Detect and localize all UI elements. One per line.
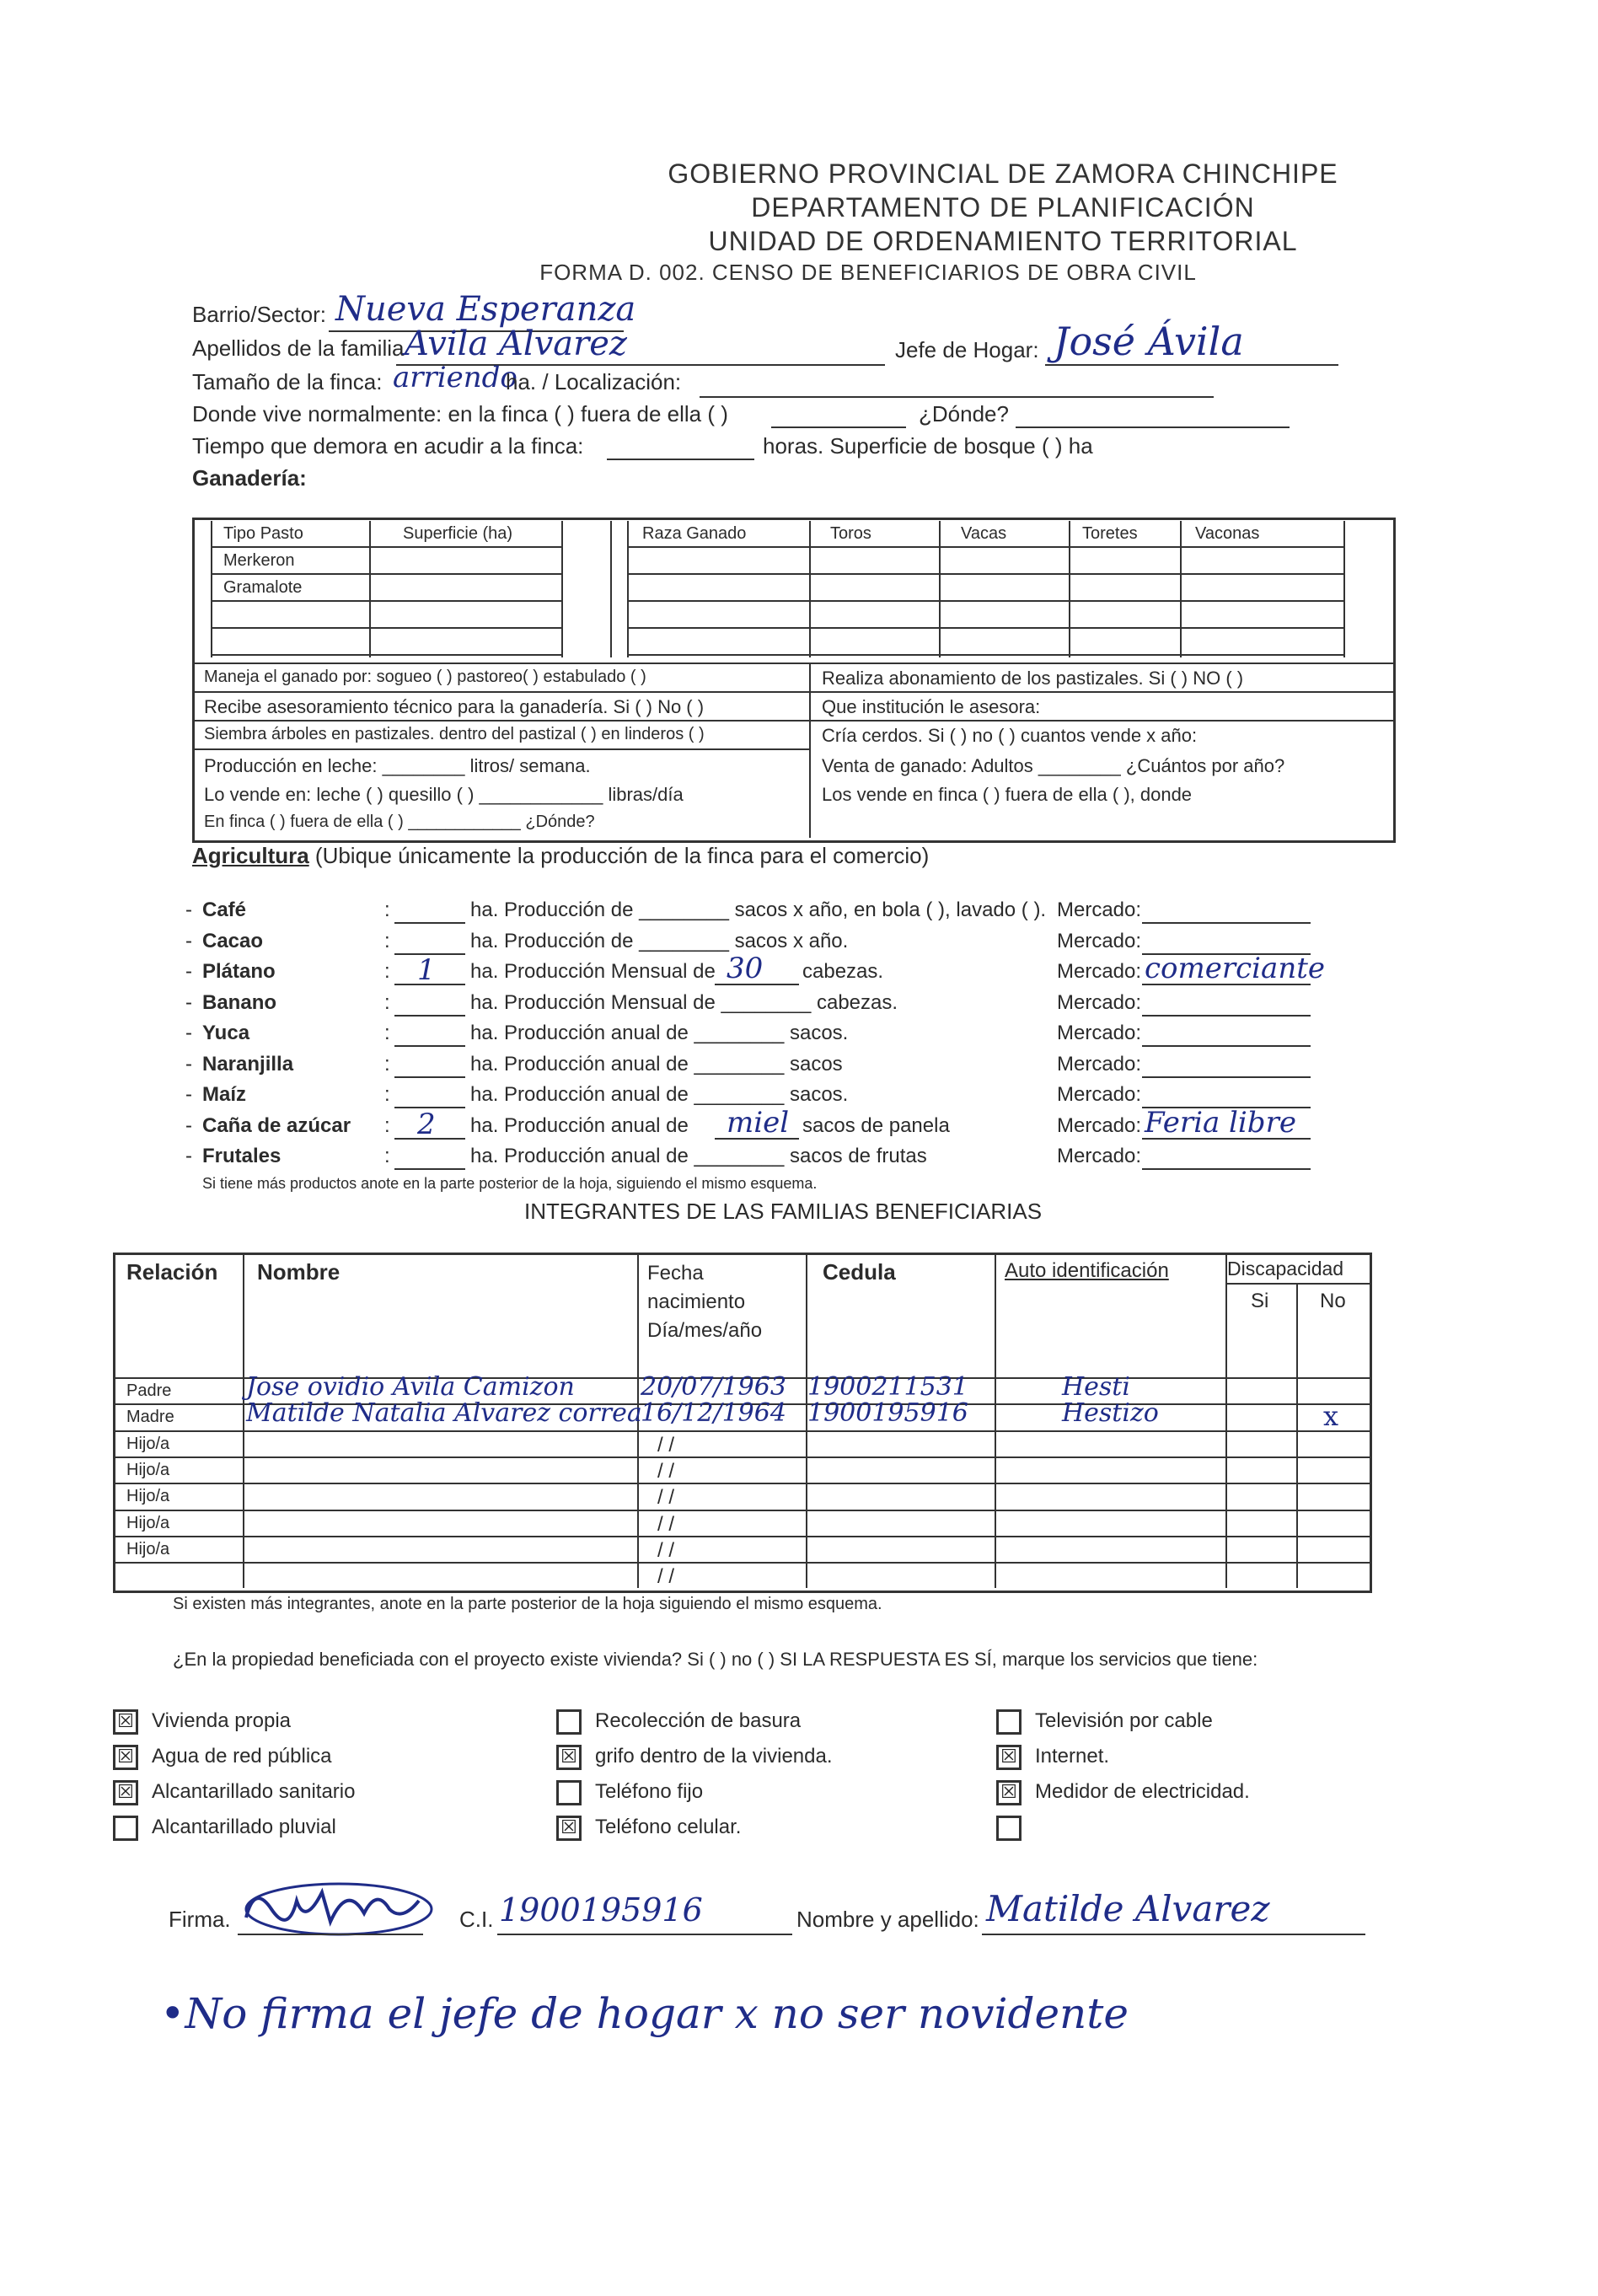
service-label: Vivienda propia <box>152 1709 292 1732</box>
grid-line <box>211 654 561 656</box>
table-col-line <box>243 1255 244 1588</box>
table-header-line <box>1225 1283 1370 1285</box>
crop-mercado-line <box>1142 1015 1311 1017</box>
crop-mercado-value: comerciante <box>1145 952 1325 985</box>
pasto-row-2: Gramalote <box>223 578 303 597</box>
crop-mercado-label: Mercado: <box>1057 991 1142 1014</box>
ganado-line-3b: Cría cerdos. Si ( ) no ( ) cuantos vende x año: <box>822 725 1198 746</box>
grid-line <box>561 521 563 657</box>
th-discapacidad: Discapacidad <box>1227 1258 1344 1279</box>
header-unidad: UNIDAD DE ORDENAMIENTO TERRITORIAL <box>708 226 1298 256</box>
member-fecha: / / <box>657 1565 675 1588</box>
member-disc-no: x <box>1323 1400 1339 1432</box>
member-relacion: Hijo/a <box>126 1461 170 1479</box>
crop-colon: : <box>384 930 390 952</box>
grid-line <box>1069 521 1070 657</box>
member-auto: Hestizo <box>1062 1398 1159 1428</box>
table-col-line <box>995 1255 996 1588</box>
ganado-line-1b: Realiza abonamiento de los pastizales. Si ( ) NO ( ) <box>822 668 1244 689</box>
member-fecha: 16/12/1964 <box>641 1398 786 1428</box>
crop-bullet: - <box>185 1114 192 1137</box>
crop-name: Maíz <box>202 1083 247 1106</box>
crop-ha-line <box>394 1045 465 1047</box>
tamano-value: arriendo <box>393 361 517 394</box>
ganado-line-3a: Siembra árboles en pastizales. dentro del pastizal ( ) en linderos ( ) <box>204 725 705 743</box>
agricultura-title <box>192 843 929 869</box>
crop-ha-line <box>394 1015 465 1017</box>
service-checkbox[interactable] <box>996 1709 1022 1735</box>
tiempo-underline <box>607 459 754 460</box>
service-checkbox[interactable] <box>556 1709 582 1735</box>
table-row-line <box>115 1536 1370 1537</box>
crop-bullet: - <box>185 899 192 921</box>
crop-name: Cacao <box>202 930 264 952</box>
grid-line <box>939 521 941 657</box>
crop-name: Banano <box>202 991 277 1014</box>
crop-ha-value: 1 <box>417 953 436 987</box>
grid-line <box>627 521 629 657</box>
crop-mercado-label: Mercado: <box>1057 1114 1142 1137</box>
service-checkbox[interactable]: ☒ <box>113 1745 138 1770</box>
crop-bullet: - <box>185 1053 192 1076</box>
crop-name: Plátano <box>202 960 276 983</box>
agricultura-title-main: Agricultura <box>192 843 309 868</box>
service-label: Alcantarillado pluvial <box>152 1816 336 1838</box>
grid-line <box>809 521 811 657</box>
grid-line <box>809 663 811 838</box>
ganaderia-label: Ganadería: <box>192 465 307 491</box>
crop-description-2: sacos de panela <box>802 1114 950 1137</box>
service-label: Recolección de basura <box>595 1709 802 1732</box>
donde-vive-underline <box>771 426 906 428</box>
member-nombre: Jose ovidio Avila Camizon <box>246 1372 575 1402</box>
ganado-line-2a: Recibe asesoramiento técnico para la ganadería. Si ( ) No ( ) <box>204 696 705 717</box>
crop-description: ha. Producción Mensual de <box>470 960 716 983</box>
ci-label: C.I. <box>459 1907 494 1932</box>
firma-underline <box>238 1934 423 1935</box>
crop-name: Frutales <box>202 1145 282 1167</box>
th-no: No <box>1320 1290 1346 1312</box>
crop-bullet: - <box>185 991 192 1014</box>
th-tipo-pasto: Tipo Pasto <box>223 524 303 543</box>
member-relacion: Hijo/a <box>126 1540 170 1558</box>
ganado-line-5a: Lo vende en: leche ( ) quesillo ( ) ____________ libras/día <box>204 784 684 805</box>
grid-line <box>192 663 1393 664</box>
member-relacion: Hijo/a <box>126 1514 170 1532</box>
localizacion-underline <box>700 396 1214 398</box>
nombre-apellido-value: Matilde Alvarez <box>986 1888 1270 1929</box>
ci-underline <box>497 1934 792 1935</box>
th-toros: Toros <box>830 524 871 543</box>
service-checkbox[interactable]: ☒ <box>996 1745 1022 1770</box>
crop-colon: : <box>384 1114 390 1137</box>
grid-line <box>627 573 1343 575</box>
member-fecha: / / <box>657 1434 675 1456</box>
crop-bullet: - <box>185 1022 192 1044</box>
horas-label: horas. Superficie de bosque ( ) ha <box>763 433 1093 459</box>
crop-ha-line <box>394 1076 465 1078</box>
barrio-label: Barrio/Sector: <box>192 302 326 327</box>
crop-mercado-line <box>1142 1168 1311 1170</box>
crop-description: ha. Producción anual de ________ sacos. <box>470 1022 849 1044</box>
member-relacion: Hijo/a <box>126 1487 170 1505</box>
crop-value: 30 <box>727 952 764 985</box>
th-vaconas: Vaconas <box>1195 524 1260 543</box>
member-nombre: Matilde Natalia Alvarez correa <box>246 1398 642 1428</box>
crop-ha-value: 2 <box>417 1108 436 1141</box>
ganado-line-4a: Producción en leche: ________ litros/ semana. <box>204 755 591 776</box>
service-checkbox[interactable]: ☒ <box>556 1745 582 1770</box>
crop-mercado-line <box>1142 1045 1311 1047</box>
crop-name: Naranjilla <box>202 1053 294 1076</box>
agricultura-note: Si tiene más productos anote en la parte posterior de la hoja, siguiendo el mismo esquema. <box>202 1175 818 1192</box>
grid-line <box>211 627 561 629</box>
member-relacion: Padre <box>126 1381 172 1400</box>
crop-description-2: cabezas. <box>802 960 884 983</box>
crop-description: ha. Producción de ________ sacos x año, en bola ( ), lavado ( ). <box>470 899 1047 921</box>
grid-line <box>369 521 371 657</box>
th-vacas: Vacas <box>961 524 1007 543</box>
pasto-row-1: Merkeron <box>223 551 295 570</box>
barrio-value: Nueva Esperanza <box>335 290 636 329</box>
service-checkbox[interactable] <box>556 1780 582 1805</box>
crop-mercado-label: Mercado: <box>1057 899 1142 921</box>
member-cedula: 1900195916 <box>807 1398 968 1428</box>
service-checkbox[interactable]: ☒ <box>996 1780 1022 1805</box>
donde-underline <box>1016 426 1290 428</box>
crop-mercado-label: Mercado: <box>1057 1022 1142 1044</box>
apellidos-label: Apellidos de la familia <box>192 335 405 361</box>
jefe-label: Jefe de Hogar: <box>895 337 1039 362</box>
ganado-line-2b: Que institución le asesora: <box>822 696 1041 717</box>
service-label: Teléfono fijo <box>595 1780 704 1803</box>
crop-colon: : <box>384 1053 390 1076</box>
crop-bullet: - <box>185 1083 192 1106</box>
header-gobierno: GOBIERNO PROVINCIAL DE ZAMORA CHINCHIPE <box>668 158 1338 189</box>
nota-manuscrita: •No firma el jefe de hogar x no ser novidente <box>160 1989 1129 2038</box>
crop-bullet: - <box>185 960 192 983</box>
service-label: Televisión por cable <box>1035 1709 1213 1732</box>
tamano-suffix: ha. / Localización: <box>506 369 682 394</box>
service-checkbox[interactable]: ☒ <box>113 1709 138 1735</box>
th-relacion: Relación <box>126 1259 218 1285</box>
th-cedula: Cedula <box>823 1259 896 1285</box>
grid-line <box>192 748 809 750</box>
tamano-label: Tamaño de la finca: <box>192 369 383 394</box>
crop-bullet: - <box>185 930 192 952</box>
th-fecha: Fecha nacimiento Día/mes/año <box>647 1262 763 1342</box>
table-row-line <box>115 1483 1370 1484</box>
crop-mercado-value: Feria libre <box>1145 1106 1296 1140</box>
grid-line <box>627 627 1343 629</box>
th-auto: Auto identificación <box>1005 1259 1169 1282</box>
crop-description: ha. Producción de ________ sacos x año. <box>470 930 849 952</box>
table-row-line <box>115 1510 1370 1511</box>
crop-description: ha. Producción Mensual de ________ cabezas. <box>470 991 898 1014</box>
tiempo-label: Tiempo que demora en acudir a la finca: <box>192 433 584 459</box>
crop-mercado-label: Mercado: <box>1057 960 1142 983</box>
grid-line <box>1343 521 1345 657</box>
crop-mercado-label: Mercado: <box>1057 1145 1142 1167</box>
crop-value: miel <box>727 1106 790 1140</box>
member-relacion: Madre <box>126 1408 174 1426</box>
member-auto: Hesti <box>1062 1372 1130 1402</box>
crop-mercado-label: Mercado: <box>1057 930 1142 952</box>
th-superficie: Superficie (ha) <box>403 524 513 543</box>
crop-colon: : <box>384 899 390 921</box>
signature-drawing <box>238 1875 440 1943</box>
jefe-underline <box>1045 364 1338 366</box>
grid-line <box>211 546 561 548</box>
crop-mercado-line <box>1142 922 1311 924</box>
service-checkbox[interactable] <box>113 1816 138 1841</box>
service-label: Medidor de electricidad. <box>1035 1780 1250 1803</box>
crop-colon: : <box>384 991 390 1014</box>
ci-value: 1900195916 <box>499 1891 703 1929</box>
table-col-line <box>1225 1255 1227 1588</box>
ganado-line-5b: Los vende en finca ( ) fuera de ella ( ), donde <box>822 784 1193 805</box>
service-label: Internet. <box>1035 1745 1110 1768</box>
crop-colon: : <box>384 1022 390 1044</box>
th-si: Si <box>1251 1290 1269 1312</box>
grid-line <box>627 600 1343 602</box>
integrantes-note: Si existen más integrantes, anote en la parte posterior de la hoja siguiendo el mismo esquema. <box>173 1595 882 1613</box>
member-relacion: Hijo/a <box>126 1435 170 1453</box>
crop-description: ha. Producción anual de ________ sacos. <box>470 1083 849 1106</box>
crop-bullet: - <box>185 1145 192 1167</box>
header-departamento: DEPARTAMENTO DE PLANIFICACIÓN <box>751 192 1255 223</box>
grid-line <box>1180 521 1182 657</box>
member-fecha: / / <box>657 1460 675 1483</box>
crop-description: ha. Producción anual de ________ sacos de frutas <box>470 1145 927 1167</box>
member-fecha: / / <box>657 1539 675 1562</box>
vivienda-question: ¿En la propiedad beneficiada con el proyecto existe vivienda? Si ( ) no ( ) SI LA RESPUESTA ES SÍ, marque los servicios que tiene: <box>173 1649 1258 1670</box>
th-toretes: Toretes <box>1082 524 1138 543</box>
crop-ha-line <box>394 922 465 924</box>
ganado-line-4b: Venta de ganado: Adultos ________ ¿Cuántos por año? <box>822 755 1285 776</box>
service-checkbox[interactable] <box>996 1816 1022 1841</box>
grid-line <box>610 521 612 657</box>
crop-colon: : <box>384 960 390 983</box>
crop-description: ha. Producción anual de ________ sacos <box>470 1053 843 1076</box>
agricultura-title-rest: (Ubique únicamente la producción de la finca para el comercio) <box>308 843 930 868</box>
crop-name: Caña de azúcar <box>202 1114 351 1137</box>
service-label: Agua de red pública <box>152 1745 332 1768</box>
header-forma: FORMA D. 002. CENSO DE BENEFICIARIOS DE OBRA CIVIL <box>539 260 1197 285</box>
donde-label: ¿Dónde? <box>919 401 1009 426</box>
table-row-line <box>115 1562 1370 1564</box>
grid-line <box>192 720 1393 722</box>
grid-line <box>211 521 212 657</box>
service-label: Teléfono celular. <box>595 1816 742 1838</box>
nombre-apellido-label: Nombre y apellido: <box>796 1907 979 1932</box>
grid-line <box>627 546 1343 548</box>
apellidos-value: Avila Alvarez <box>405 325 628 363</box>
crop-mercado-label: Mercado: <box>1057 1053 1142 1076</box>
crop-description: ha. Producción anual de <box>470 1114 689 1137</box>
th-nombre: Nombre <box>257 1259 341 1285</box>
nombre-apellido-underline <box>982 1934 1365 1935</box>
ganado-line-6a: En finca ( ) fuera de ella ( ) ____________ ¿Dónde? <box>204 813 595 831</box>
crop-ha-line <box>394 1168 465 1170</box>
crop-colon: : <box>384 1083 390 1106</box>
grid-line <box>211 600 561 602</box>
grid-line <box>192 691 1393 693</box>
table-col-line <box>1296 1283 1298 1588</box>
th-raza-ganado: Raza Ganado <box>642 524 747 543</box>
table-row-line <box>115 1430 1370 1432</box>
service-checkbox[interactable]: ☒ <box>113 1780 138 1805</box>
service-label: Alcantarillado sanitario <box>152 1780 356 1803</box>
member-cedula: 1900211531 <box>807 1372 968 1402</box>
firma-label: Firma. <box>169 1907 231 1932</box>
crop-colon: : <box>384 1145 390 1167</box>
crop-name: Café <box>202 899 247 921</box>
donde-vive-label: Donde vive normalmente: en la finca ( ) fuera de ella ( ) <box>192 401 728 426</box>
service-checkbox[interactable]: ☒ <box>556 1816 582 1841</box>
grid-line <box>627 654 1343 656</box>
member-fecha: / / <box>657 1486 675 1509</box>
service-label: grifo dentro de la vivienda. <box>595 1745 833 1768</box>
member-fecha: 20/07/1963 <box>641 1372 786 1402</box>
jefe-value: José Ávila <box>1054 319 1244 364</box>
crop-name: Yuca <box>202 1022 250 1044</box>
member-fecha: / / <box>657 1513 675 1536</box>
table-row-line <box>115 1456 1370 1458</box>
crop-mercado-label: Mercado: <box>1057 1083 1142 1106</box>
ganado-line-1a: Maneja el ganado por: sogueo ( ) pastoreo( ) estabulado ( ) <box>204 668 646 686</box>
integrantes-title: INTEGRANTES DE LAS FAMILIAS BENEFICIARIAS <box>524 1199 1043 1224</box>
crop-mercado-line <box>1142 1076 1311 1078</box>
grid-line <box>211 573 561 575</box>
